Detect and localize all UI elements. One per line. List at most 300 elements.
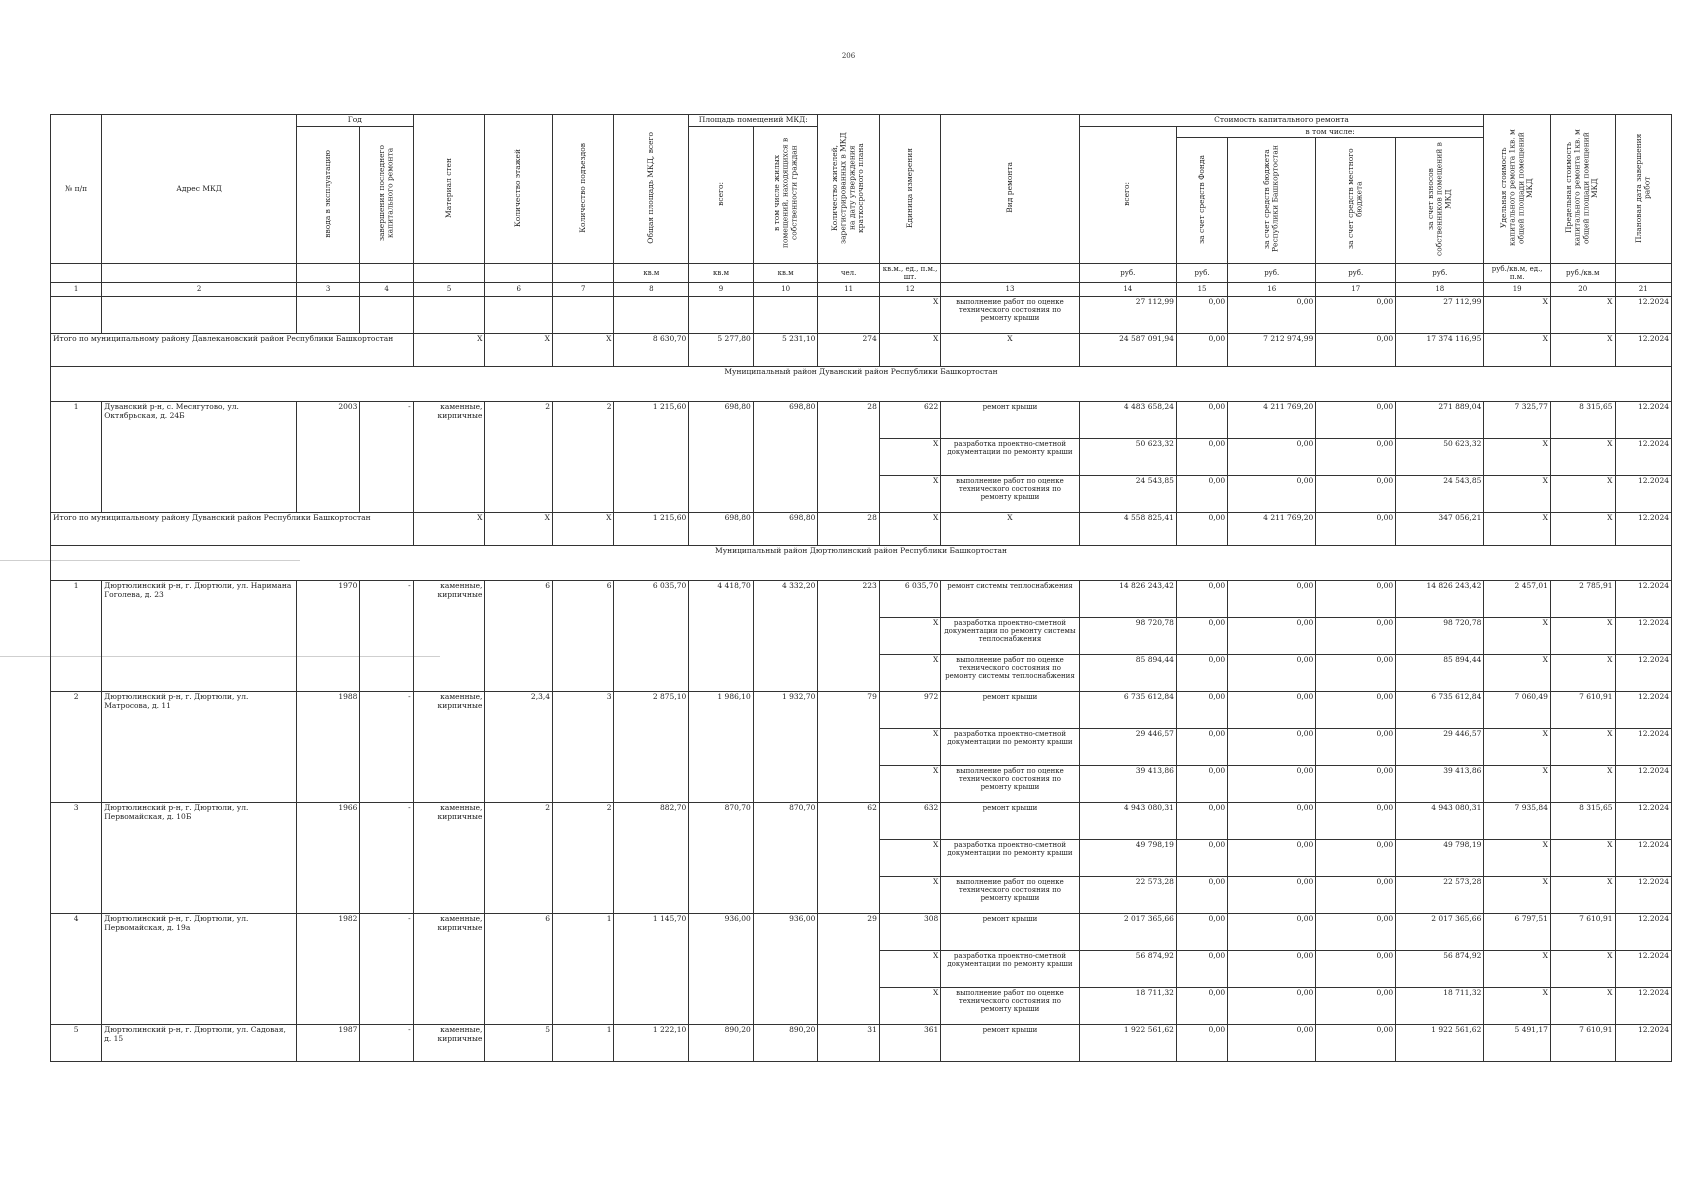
cost-fund: 0,00 xyxy=(1176,401,1227,438)
cost-total: 27 112,99 xyxy=(1079,296,1176,333)
column-index: 19 xyxy=(1484,282,1551,296)
empty-cell xyxy=(753,296,818,333)
plan-date: 12.2024 xyxy=(1615,765,1672,802)
unit-cost: X xyxy=(1484,617,1551,654)
plan-date: 12.2024 xyxy=(1615,987,1672,1024)
floors: 2 xyxy=(485,802,553,913)
total-date: 12.2024 xyxy=(1615,512,1672,545)
year-last-repair: - xyxy=(360,913,413,1024)
cost-fund: 0,00 xyxy=(1176,950,1227,987)
unit-qty: X xyxy=(879,950,940,987)
year-commission: 1988 xyxy=(296,691,360,802)
cost-fund: 0,00 xyxy=(1176,876,1227,913)
year-last-repair: - xyxy=(360,802,413,913)
hdr-cost-republic: за счет средств бюджета Республики Башкортостан xyxy=(1228,138,1316,264)
max-cost: X xyxy=(1550,728,1615,765)
total-cost: 24 587 091,94 xyxy=(1079,333,1176,366)
unit-qty: X xyxy=(879,296,940,333)
plan-date: 12.2024 xyxy=(1615,839,1672,876)
cost-republic: 0,00 xyxy=(1228,654,1316,691)
unit-cost: X xyxy=(1484,950,1551,987)
cost-republic: 0,00 xyxy=(1228,728,1316,765)
total-fund: 0,00 xyxy=(1176,512,1227,545)
house-address: Дуванский р-н, с. Месягутово, ул. Октябрьская, д. 24Б xyxy=(102,401,297,512)
cost-owners: 18 711,32 xyxy=(1396,987,1484,1024)
hdr-total-area: Общая площадь МКД, всего xyxy=(614,115,689,264)
column-index: 9 xyxy=(689,282,754,296)
unit-cost: X xyxy=(1484,728,1551,765)
cost-total: 4 943 080,31 xyxy=(1079,802,1176,839)
total-x: X xyxy=(1484,512,1551,545)
cost-owners: 56 874,92 xyxy=(1396,950,1484,987)
premises-area: 890,20 xyxy=(689,1024,754,1061)
unit-cost: 5 491,17 xyxy=(1484,1024,1551,1061)
cost-total: 22 573,28 xyxy=(1079,876,1176,913)
unit-cost: X xyxy=(1484,475,1551,512)
unit-cell: руб. xyxy=(1176,263,1227,282)
cost-fund: 0,00 xyxy=(1176,765,1227,802)
premises-area: 698,80 xyxy=(689,401,754,512)
work-type: ремонт крыши xyxy=(941,1024,1079,1061)
wall-material: каменные, кирпичные xyxy=(413,1024,485,1061)
unit-cell: кв.м xyxy=(689,263,754,282)
total-x: X xyxy=(1550,512,1615,545)
cost-fund: 0,00 xyxy=(1176,475,1227,512)
residents: 31 xyxy=(818,1024,879,1061)
max-cost: 8 315,65 xyxy=(1550,802,1615,839)
house-num: 4 xyxy=(51,913,102,1024)
cost-total: 1 922 561,62 xyxy=(1079,1024,1176,1061)
cost-local: 0,00 xyxy=(1316,1024,1396,1061)
hdr-premises-group: Площадь помещений МКД: xyxy=(689,115,818,127)
total-area: 1 215,60 xyxy=(614,401,689,512)
table-row xyxy=(51,401,1672,438)
table-row xyxy=(51,580,1672,617)
year-last-repair: - xyxy=(360,1024,413,1061)
house-address: Дюртюлинский р-н, г. Дюртюли, ул. Садовая, д. 15 xyxy=(102,1024,297,1061)
unit-qty: X xyxy=(879,876,940,913)
cost-republic: 0,00 xyxy=(1228,617,1316,654)
cost-republic: 4 211 769,20 xyxy=(1228,401,1316,438)
cost-fund: 0,00 xyxy=(1176,580,1227,617)
unit-qty: X xyxy=(879,987,940,1024)
cost-local: 0,00 xyxy=(1316,876,1396,913)
total-area: 6 035,70 xyxy=(614,580,689,691)
column-index: 6 xyxy=(485,282,553,296)
premises-paid: 870,70 xyxy=(753,802,818,913)
cost-local: 0,00 xyxy=(1316,296,1396,333)
cost-total: 2 017 365,66 xyxy=(1079,913,1176,950)
plan-date: 12.2024 xyxy=(1615,950,1672,987)
total-area: 2 875,10 xyxy=(614,691,689,802)
entrances: 2 xyxy=(553,802,614,913)
column-index: 4 xyxy=(360,282,413,296)
unit-cell: кв.м., ед., п.м., шт. xyxy=(879,263,940,282)
work-type: ремонт системы теплоснабжения xyxy=(941,580,1079,617)
total-x: X xyxy=(1550,333,1615,366)
year-commission: 1966 xyxy=(296,802,360,913)
house-address: Дюртюлинский р-н, г. Дюртюли, ул. Первомайская, д. 19а xyxy=(102,913,297,1024)
wall-material: каменные, кирпичные xyxy=(413,691,485,802)
total-premises: 698,80 xyxy=(689,512,754,545)
year-commission: 2003 xyxy=(296,401,360,512)
entrances: 1 xyxy=(553,1024,614,1061)
cost-fund: 0,00 xyxy=(1176,617,1227,654)
plan-date: 12.2024 xyxy=(1615,438,1672,475)
total-fund: 0,00 xyxy=(1176,333,1227,366)
cost-total: 29 446,57 xyxy=(1079,728,1176,765)
work-type: разработка проектно-сметной документации по ремонту системы теплоснабжения xyxy=(941,617,1079,654)
unit-cost: X xyxy=(1484,987,1551,1024)
cost-owners: 4 943 080,31 xyxy=(1396,802,1484,839)
total-local: 0,00 xyxy=(1316,333,1396,366)
hdr-wall-material: Материал стен xyxy=(413,115,485,264)
column-index: 3 xyxy=(296,282,360,296)
hdr-cost-fund: за счет средств Фонда xyxy=(1176,138,1227,264)
cost-total: 18 711,32 xyxy=(1079,987,1176,1024)
total-area: 8 630,70 xyxy=(614,333,689,366)
plan-date: 12.2024 xyxy=(1615,691,1672,728)
column-index: 17 xyxy=(1316,282,1396,296)
unit-qty: 6 035,70 xyxy=(879,580,940,617)
table-body xyxy=(51,296,1672,1061)
premises-area: 870,70 xyxy=(689,802,754,913)
total-label: Итого по муниципальному району Дуванский район Республики Башкортостан xyxy=(51,512,414,545)
max-cost: 2 785,91 xyxy=(1550,580,1615,617)
total-work: X xyxy=(941,333,1079,366)
max-cost: X xyxy=(1550,654,1615,691)
cost-total: 85 894,44 xyxy=(1079,654,1176,691)
max-cost: 7 610,91 xyxy=(1550,913,1615,950)
table-row xyxy=(51,691,1672,728)
floors: 2,3,4 xyxy=(485,691,553,802)
unit-qty: X xyxy=(879,438,940,475)
total-label: Итого по муниципальному району Давлекановский район Республики Башкортостан xyxy=(51,333,414,366)
total-x: X xyxy=(413,512,485,545)
section-title: Муниципальный район Дуванский район Республики Башкортостан xyxy=(51,366,1672,401)
empty-cell xyxy=(818,296,879,333)
cost-republic: 0,00 xyxy=(1228,987,1316,1024)
cost-owners: 50 623,32 xyxy=(1396,438,1484,475)
cost-local: 0,00 xyxy=(1316,617,1396,654)
page-number: 206 xyxy=(841,52,856,60)
house-num: 1 xyxy=(51,401,102,512)
column-index: 11 xyxy=(818,282,879,296)
table-row xyxy=(51,1024,1672,1061)
max-cost: 7 610,91 xyxy=(1550,1024,1615,1061)
hdr-year-group: Год xyxy=(296,115,413,127)
hdr-premises-total: всего: xyxy=(689,126,754,263)
cost-local: 0,00 xyxy=(1316,765,1396,802)
max-cost: X xyxy=(1550,438,1615,475)
wall-material: каменные, кирпичные xyxy=(413,802,485,913)
total-area: 1 215,60 xyxy=(614,512,689,545)
column-index: 1 xyxy=(51,282,102,296)
plan-date: 12.2024 xyxy=(1615,728,1672,765)
cost-local: 0,00 xyxy=(1316,401,1396,438)
max-cost: X xyxy=(1550,475,1615,512)
hdr-residents: Количество жителей, зарегистрированных в МКД на дату утверждения краткосрочного плана xyxy=(818,115,879,264)
unit-qty: X xyxy=(879,765,940,802)
empty-cell xyxy=(296,296,360,333)
unit-cell: кв.м xyxy=(614,263,689,282)
cost-owners: 49 798,19 xyxy=(1396,839,1484,876)
unit-cost: X xyxy=(1484,654,1551,691)
premises-area: 1 986,10 xyxy=(689,691,754,802)
column-index: 16 xyxy=(1228,282,1316,296)
cost-fund: 0,00 xyxy=(1176,1024,1227,1061)
floors: 6 xyxy=(485,913,553,1024)
hdr-cost-incl: в том числе: xyxy=(1176,126,1483,138)
premises-paid: 890,20 xyxy=(753,1024,818,1061)
total-owners: 347 056,21 xyxy=(1396,512,1484,545)
unit-cost: X xyxy=(1484,765,1551,802)
total-local: 0,00 xyxy=(1316,512,1396,545)
repair-plan-table xyxy=(50,114,1672,1062)
house-address: Дюртюлинский р-н, г. Дюртюли, ул. Наримана Гоголева, д. 23 xyxy=(102,580,297,691)
max-cost: X xyxy=(1550,296,1615,333)
unit-qty: 308 xyxy=(879,913,940,950)
cost-owners: 39 413,86 xyxy=(1396,765,1484,802)
work-type: разработка проектно-сметной документации по ремонту крыши xyxy=(941,950,1079,987)
unit-qty: 972 xyxy=(879,691,940,728)
total-premises-paid: 698,80 xyxy=(753,512,818,545)
cost-local: 0,00 xyxy=(1316,950,1396,987)
work-type: ремонт крыши xyxy=(941,401,1079,438)
year-last-repair: - xyxy=(360,691,413,802)
cost-fund: 0,00 xyxy=(1176,839,1227,876)
hdr-units: Единица измерения xyxy=(879,115,940,264)
entrances: 2 xyxy=(553,401,614,512)
column-index-row xyxy=(51,282,1672,296)
total-cost: 4 558 825,41 xyxy=(1079,512,1176,545)
plan-date: 12.2024 xyxy=(1615,475,1672,512)
cost-owners: 22 573,28 xyxy=(1396,876,1484,913)
unit-cost: X xyxy=(1484,296,1551,333)
unit-cell: руб. xyxy=(1316,263,1396,282)
cost-local: 0,00 xyxy=(1316,839,1396,876)
unit-qty: X xyxy=(879,654,940,691)
cost-owners: 1 922 561,62 xyxy=(1396,1024,1484,1061)
cost-owners: 27 112,99 xyxy=(1396,296,1484,333)
residents: 62 xyxy=(818,802,879,913)
hdr-plan-date: Плановая дата завершения работ xyxy=(1615,115,1672,264)
plan-date: 12.2024 xyxy=(1615,580,1672,617)
year-last-repair: - xyxy=(360,401,413,512)
house-address: Дюртюлинский р-н, г. Дюртюли, ул. Матросова, д. 11 xyxy=(102,691,297,802)
column-index: 12 xyxy=(879,282,940,296)
cost-total: 49 798,19 xyxy=(1079,839,1176,876)
total-x: X xyxy=(485,512,553,545)
floors: 5 xyxy=(485,1024,553,1061)
plan-date: 12.2024 xyxy=(1615,802,1672,839)
section-row xyxy=(51,545,1672,580)
empty-cell xyxy=(485,296,553,333)
cost-fund: 0,00 xyxy=(1176,728,1227,765)
cost-republic: 0,00 xyxy=(1228,475,1316,512)
unit-qty: X xyxy=(879,617,940,654)
cost-owners: 2 017 365,66 xyxy=(1396,913,1484,950)
residents: 28 xyxy=(818,401,879,512)
cost-owners: 98 720,78 xyxy=(1396,617,1484,654)
column-index: 21 xyxy=(1615,282,1672,296)
column-index: 18 xyxy=(1396,282,1484,296)
year-last-repair: - xyxy=(360,580,413,691)
cost-fund: 0,00 xyxy=(1176,802,1227,839)
premises-paid: 698,80 xyxy=(753,401,818,512)
cost-total: 14 826 243,42 xyxy=(1079,580,1176,617)
section-title: Муниципальный район Дюртюлинский район Республики Башкортостан xyxy=(51,545,1672,580)
hdr-work-type: Вид ремонта xyxy=(941,115,1079,264)
wall-material: каменные, кирпичные xyxy=(413,401,485,512)
entrances: 1 xyxy=(553,913,614,1024)
total-area: 1 222,10 xyxy=(614,1024,689,1061)
empty-cell xyxy=(614,296,689,333)
total-republic: 4 211 769,20 xyxy=(1228,512,1316,545)
hdr-cost-group: Стоимость капитального ремонта xyxy=(1079,115,1484,127)
unit-cell: руб. xyxy=(1396,263,1484,282)
premises-paid: 4 332,20 xyxy=(753,580,818,691)
cost-owners: 271 889,04 xyxy=(1396,401,1484,438)
table-row xyxy=(51,913,1672,950)
unit-cell: чел. xyxy=(818,263,879,282)
cost-local: 0,00 xyxy=(1316,802,1396,839)
plan-date: 12.2024 xyxy=(1615,1024,1672,1061)
table-header xyxy=(51,115,1672,297)
floors: 6 xyxy=(485,580,553,691)
total-date: 12.2024 xyxy=(1615,333,1672,366)
cost-republic: 0,00 xyxy=(1228,950,1316,987)
total-premises: 5 277,80 xyxy=(689,333,754,366)
unit-cell: руб. xyxy=(1079,263,1176,282)
column-index: 15 xyxy=(1176,282,1227,296)
cost-local: 0,00 xyxy=(1316,654,1396,691)
max-cost: X xyxy=(1550,876,1615,913)
total-area: 1 145,70 xyxy=(614,913,689,1024)
work-type: разработка проектно-сметной документации по ремонту крыши xyxy=(941,728,1079,765)
cost-total: 50 623,32 xyxy=(1079,438,1176,475)
work-type: ремонт крыши xyxy=(941,913,1079,950)
cost-republic: 0,00 xyxy=(1228,691,1316,728)
wall-material: каменные, кирпичные xyxy=(413,580,485,691)
cost-local: 0,00 xyxy=(1316,987,1396,1024)
total-owners: 17 374 116,95 xyxy=(1396,333,1484,366)
max-cost: X xyxy=(1550,617,1615,654)
total-x: X xyxy=(553,333,614,366)
unit-cost: X xyxy=(1484,839,1551,876)
unit-qty: X xyxy=(879,839,940,876)
premises-area: 936,00 xyxy=(689,913,754,1024)
cost-local: 0,00 xyxy=(1316,580,1396,617)
cost-local: 0,00 xyxy=(1316,913,1396,950)
hdr-year-last-repair: завершения последнего капитального ремонта xyxy=(360,126,413,263)
work-type: разработка проектно-сметной документации по ремонту крыши xyxy=(941,438,1079,475)
work-type: выполнение работ по оценке технического состояния по ремонту крыши xyxy=(941,296,1079,333)
work-type: разработка проектно-сметной документации по ремонту крыши xyxy=(941,839,1079,876)
total-x: X xyxy=(553,512,614,545)
hdr-cost-total: всего: xyxy=(1079,126,1176,263)
hdr-address: Адрес МКД xyxy=(102,115,297,264)
cost-owners: 29 446,57 xyxy=(1396,728,1484,765)
cost-republic: 0,00 xyxy=(1228,1024,1316,1061)
cost-fund: 0,00 xyxy=(1176,654,1227,691)
cost-owners: 24 543,85 xyxy=(1396,475,1484,512)
unit-cost: X xyxy=(1484,438,1551,475)
unit-cell: руб./кв.м xyxy=(1550,263,1615,282)
column-index: 13 xyxy=(941,282,1079,296)
empty-cell xyxy=(360,296,413,333)
cost-local: 0,00 xyxy=(1316,691,1396,728)
house-address: Дюртюлинский р-н, г. Дюртюли, ул. Первомайская, д. 10Б xyxy=(102,802,297,913)
cost-fund: 0,00 xyxy=(1176,296,1227,333)
house-num: 2 xyxy=(51,691,102,802)
work-type: выполнение работ по оценке технического состояния по ремонту крыши xyxy=(941,987,1079,1024)
work-type: выполнение работ по оценке технического состояния по ремонту крыши xyxy=(941,765,1079,802)
empty-cell xyxy=(51,296,102,333)
total-work: X xyxy=(941,512,1079,545)
premises-paid: 1 932,70 xyxy=(753,691,818,802)
total-row xyxy=(51,512,1672,545)
column-index: 14 xyxy=(1079,282,1176,296)
unit-qty: X xyxy=(879,475,940,512)
hdr-unit-cost: Удельная стоимость капитального ремонта 1кв. м общей площади помещений МКД xyxy=(1484,115,1551,264)
work-type: выполнение работ по оценке технического состояния по ремонту крыши xyxy=(941,475,1079,512)
cost-owners: 6 735 612,84 xyxy=(1396,691,1484,728)
cost-fund: 0,00 xyxy=(1176,913,1227,950)
hdr-num: № п/п xyxy=(51,115,102,264)
cost-owners: 14 826 243,42 xyxy=(1396,580,1484,617)
max-cost: X xyxy=(1550,950,1615,987)
column-index: 2 xyxy=(102,282,297,296)
column-index: 20 xyxy=(1550,282,1615,296)
unit-qty: 632 xyxy=(879,802,940,839)
plan-date: 12.2024 xyxy=(1615,876,1672,913)
column-index: 7 xyxy=(553,282,614,296)
max-cost: X xyxy=(1550,765,1615,802)
house-num: 5 xyxy=(51,1024,102,1061)
cost-owners: 85 894,44 xyxy=(1396,654,1484,691)
max-cost: X xyxy=(1550,987,1615,1024)
total-row xyxy=(51,333,1672,366)
residents: 29 xyxy=(818,913,879,1024)
unit-cost: 7 060,49 xyxy=(1484,691,1551,728)
residents: 79 xyxy=(818,691,879,802)
empty-cell xyxy=(689,296,754,333)
unit-qty: X xyxy=(879,728,940,765)
cost-republic: 0,00 xyxy=(1228,913,1316,950)
column-index: 10 xyxy=(753,282,818,296)
total-residents: 28 xyxy=(818,512,879,545)
cost-local: 0,00 xyxy=(1316,728,1396,765)
hdr-year-commission: ввода в эксплуатацию xyxy=(296,126,360,263)
cost-total: 24 543,85 xyxy=(1079,475,1176,512)
total-x: X xyxy=(879,512,940,545)
unit-qty: 361 xyxy=(879,1024,940,1061)
total-x: X xyxy=(879,333,940,366)
cost-republic: 0,00 xyxy=(1228,802,1316,839)
hdr-entrances: Количество подъездов xyxy=(553,115,614,264)
cost-total: 39 413,86 xyxy=(1079,765,1176,802)
house-num: 1 xyxy=(51,580,102,691)
premises-paid: 936,00 xyxy=(753,913,818,1024)
unit-cost: 6 797,51 xyxy=(1484,913,1551,950)
table-row xyxy=(51,802,1672,839)
total-x: X xyxy=(413,333,485,366)
cost-republic: 0,00 xyxy=(1228,839,1316,876)
hdr-cost-local: за счет средств местного бюджета xyxy=(1316,138,1396,264)
entrances: 6 xyxy=(553,580,614,691)
floors: 2 xyxy=(485,401,553,512)
